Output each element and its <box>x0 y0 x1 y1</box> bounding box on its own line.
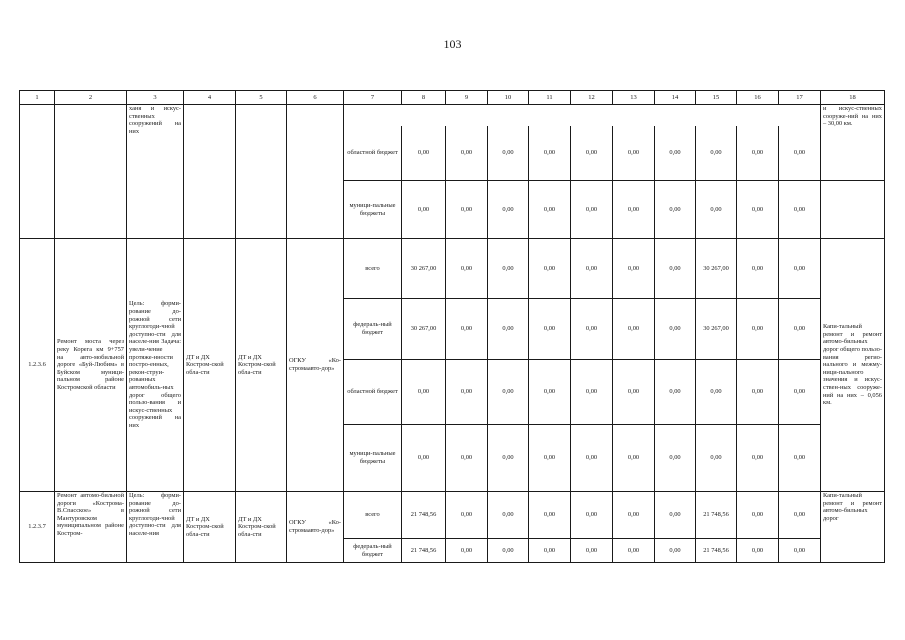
value-cell: 0,00 <box>779 539 821 563</box>
code-cell <box>20 105 55 239</box>
table-row <box>20 105 885 126</box>
value-cell: 0,00 <box>446 360 488 425</box>
value-cell: 0,00 <box>696 425 737 492</box>
value-cell: 0,00 <box>737 492 779 539</box>
value-cell: 0,00 <box>779 239 821 299</box>
col-num: 12 <box>571 91 613 105</box>
col-num: 16 <box>737 91 779 105</box>
table-row <box>20 492 885 539</box>
col-num: 5 <box>236 91 287 105</box>
name-cell: Ремонт автомо-бильной дороги «Кострома-В.Спасское» в Мантуровском муниципальном районе Костром- <box>55 492 127 563</box>
value-cell: 0,00 <box>655 492 696 539</box>
value-cell: 0,00 <box>402 126 446 181</box>
col-num: 10 <box>488 91 529 105</box>
coexecutor-cell: ДТ и ДХ Костром-ской обла-сти <box>236 239 287 492</box>
value-cell: 0,00 <box>402 360 446 425</box>
result-cell: Капи-тальный ремонт и ремонт автомо-бильных дорог общего пользо-вания регио-нального и межму-ници-пального значения и искус-ствен-ных сооруже-ний на них – 0,056 км. <box>821 239 885 492</box>
category-cell: муници-пальные бюджеты <box>344 425 402 492</box>
spacer-cell <box>344 105 821 126</box>
value-cell: 0,00 <box>779 425 821 492</box>
name-cell <box>55 105 127 239</box>
value-cell: 0,00 <box>655 126 696 181</box>
category-cell: областной бюджет <box>344 126 402 181</box>
value-cell: 0,00 <box>655 539 696 563</box>
value-cell: 0,00 <box>446 239 488 299</box>
value-cell: 0,00 <box>446 181 488 239</box>
value-cell: 0,00 <box>571 126 613 181</box>
value-cell: 0,00 <box>529 299 571 360</box>
col-num: 2 <box>55 91 127 105</box>
value-cell: 0,00 <box>779 181 821 239</box>
value-cell: 0,00 <box>613 539 655 563</box>
name-cell: Ремонт моста через реку Корега км 9+757 на авто-мобильной дороге «Буй-Любим» в Буйском муници-пальном районе Костромской области <box>55 239 127 492</box>
col-num: 11 <box>529 91 571 105</box>
value-cell: 0,00 <box>613 360 655 425</box>
category-cell: федераль-ный бюджет <box>344 539 402 563</box>
value-cell: 0,00 <box>737 181 779 239</box>
category-cell: всего <box>344 492 402 539</box>
value-cell: 0,00 <box>737 360 779 425</box>
value-cell: 0,00 <box>488 299 529 360</box>
executor-cell <box>184 105 236 239</box>
page-number: 103 <box>443 37 462 51</box>
value-cell: 0,00 <box>737 239 779 299</box>
goal-cell: Цель: форми-рование до-рожной сети круглогоди-чной доступно-сти для населе-ния Задача: увели-чение протяже-нности постро-енных, рекон-струи-рованных автомобиль-ных дорог общего пользо-вания и искус-ственных сооружений на них <box>127 239 184 492</box>
col-num: 8 <box>402 91 446 105</box>
result-cell: и искус-ственных сооруже-ний на них – 30,00 км. <box>821 105 885 181</box>
value-cell: 0,00 <box>571 360 613 425</box>
col-num: 13 <box>613 91 655 105</box>
table-row <box>20 239 885 299</box>
value-cell: 0,00 <box>696 360 737 425</box>
col-num: 18 <box>821 91 885 105</box>
code-cell: 1.2.3.7 <box>20 492 55 563</box>
executor-cell: ДТ и ДХ Костром-ской обла-сти <box>184 239 236 492</box>
result-cell-empty <box>821 181 885 239</box>
col-num: 17 <box>779 91 821 105</box>
value-cell: 0,00 <box>402 181 446 239</box>
value-cell: 0,00 <box>488 126 529 181</box>
value-cell: 0,00 <box>402 425 446 492</box>
organization-cell: ОГКУ «Ко-стромаавто-дор» <box>287 492 344 563</box>
value-cell: 0,00 <box>571 425 613 492</box>
value-cell: 0,00 <box>613 181 655 239</box>
col-num: 7 <box>344 91 402 105</box>
value-cell: 0,00 <box>613 126 655 181</box>
budget-table <box>19 90 885 563</box>
value-cell: 0,00 <box>529 539 571 563</box>
category-cell: областной бюджет <box>344 360 402 425</box>
value-cell: 0,00 <box>779 492 821 539</box>
coexecutor-cell: ДТ и ДХ Костром-ской обла-сти <box>236 492 287 563</box>
value-cell: 0,00 <box>446 425 488 492</box>
value-cell: 30 267,00 <box>402 239 446 299</box>
value-cell: 0,00 <box>488 360 529 425</box>
value-cell: 0,00 <box>488 425 529 492</box>
col-num: 4 <box>184 91 236 105</box>
value-cell: 21 748,56 <box>696 539 737 563</box>
code-cell: 1.2.3.6 <box>20 239 55 492</box>
category-cell: всего <box>344 239 402 299</box>
category-cell: федераль-ный бюджет <box>344 299 402 360</box>
value-cell: 0,00 <box>655 181 696 239</box>
value-cell: 0,00 <box>488 239 529 299</box>
col-num: 1 <box>20 91 55 105</box>
col-num: 9 <box>446 91 488 105</box>
value-cell: 0,00 <box>571 539 613 563</box>
value-cell: 0,00 <box>737 425 779 492</box>
coexecutor-cell <box>236 105 287 239</box>
value-cell: 0,00 <box>529 425 571 492</box>
value-cell: 0,00 <box>655 239 696 299</box>
value-cell: 0,00 <box>529 126 571 181</box>
value-cell: 0,00 <box>571 299 613 360</box>
value-cell: 0,00 <box>779 299 821 360</box>
value-cell: 0,00 <box>571 492 613 539</box>
value-cell: 30 267,00 <box>402 299 446 360</box>
value-cell: 0,00 <box>737 126 779 181</box>
value-cell: 0,00 <box>737 539 779 563</box>
value-cell: 21 748,56 <box>402 539 446 563</box>
col-num: 3 <box>127 91 184 105</box>
executor-cell: ДТ и ДХ Костром-ской обла-сти <box>184 492 236 563</box>
value-cell: 0,00 <box>613 425 655 492</box>
col-num: 6 <box>287 91 344 105</box>
value-cell: 0,00 <box>613 239 655 299</box>
category-cell: муници-пальные бюджеты <box>344 181 402 239</box>
value-cell: 21 748,56 <box>696 492 737 539</box>
value-cell: 0,00 <box>779 126 821 181</box>
value-cell: 0,00 <box>696 181 737 239</box>
value-cell: 0,00 <box>571 239 613 299</box>
value-cell: 0,00 <box>529 181 571 239</box>
organization-cell: ОГКУ «Ко-стромаавто-дор» <box>287 239 344 492</box>
value-cell: 0,00 <box>613 492 655 539</box>
column-number-row <box>20 91 885 105</box>
value-cell: 0,00 <box>655 425 696 492</box>
value-cell: 0,00 <box>529 239 571 299</box>
value-cell: 0,00 <box>446 539 488 563</box>
result-cell: Капи-тальный ремонт и ремонт автомо-бильных дорог <box>821 492 885 563</box>
value-cell: 0,00 <box>446 492 488 539</box>
value-cell: 0,00 <box>446 299 488 360</box>
value-cell: 0,00 <box>529 360 571 425</box>
value-cell: 0,00 <box>571 181 613 239</box>
goal-cell: ханя и искус-ственных сооружений на них <box>127 105 184 239</box>
value-cell: 0,00 <box>446 126 488 181</box>
value-cell: 0,00 <box>529 492 571 539</box>
value-cell: 0,00 <box>696 126 737 181</box>
goal-cell: Цель: форми-рование до-рожной сети круглогоди-чной доступно-сти для населе-ния <box>127 492 184 563</box>
col-num: 15 <box>696 91 737 105</box>
value-cell: 30 267,00 <box>696 239 737 299</box>
value-cell: 0,00 <box>488 181 529 239</box>
value-cell: 0,00 <box>779 360 821 425</box>
value-cell: 30 267,00 <box>696 299 737 360</box>
value-cell: 21 748,56 <box>402 492 446 539</box>
organization-cell <box>287 105 344 239</box>
value-cell: 0,00 <box>655 299 696 360</box>
value-cell: 0,00 <box>613 299 655 360</box>
col-num: 14 <box>655 91 696 105</box>
value-cell: 0,00 <box>488 539 529 563</box>
value-cell: 0,00 <box>488 492 529 539</box>
value-cell: 0,00 <box>737 299 779 360</box>
value-cell: 0,00 <box>655 360 696 425</box>
